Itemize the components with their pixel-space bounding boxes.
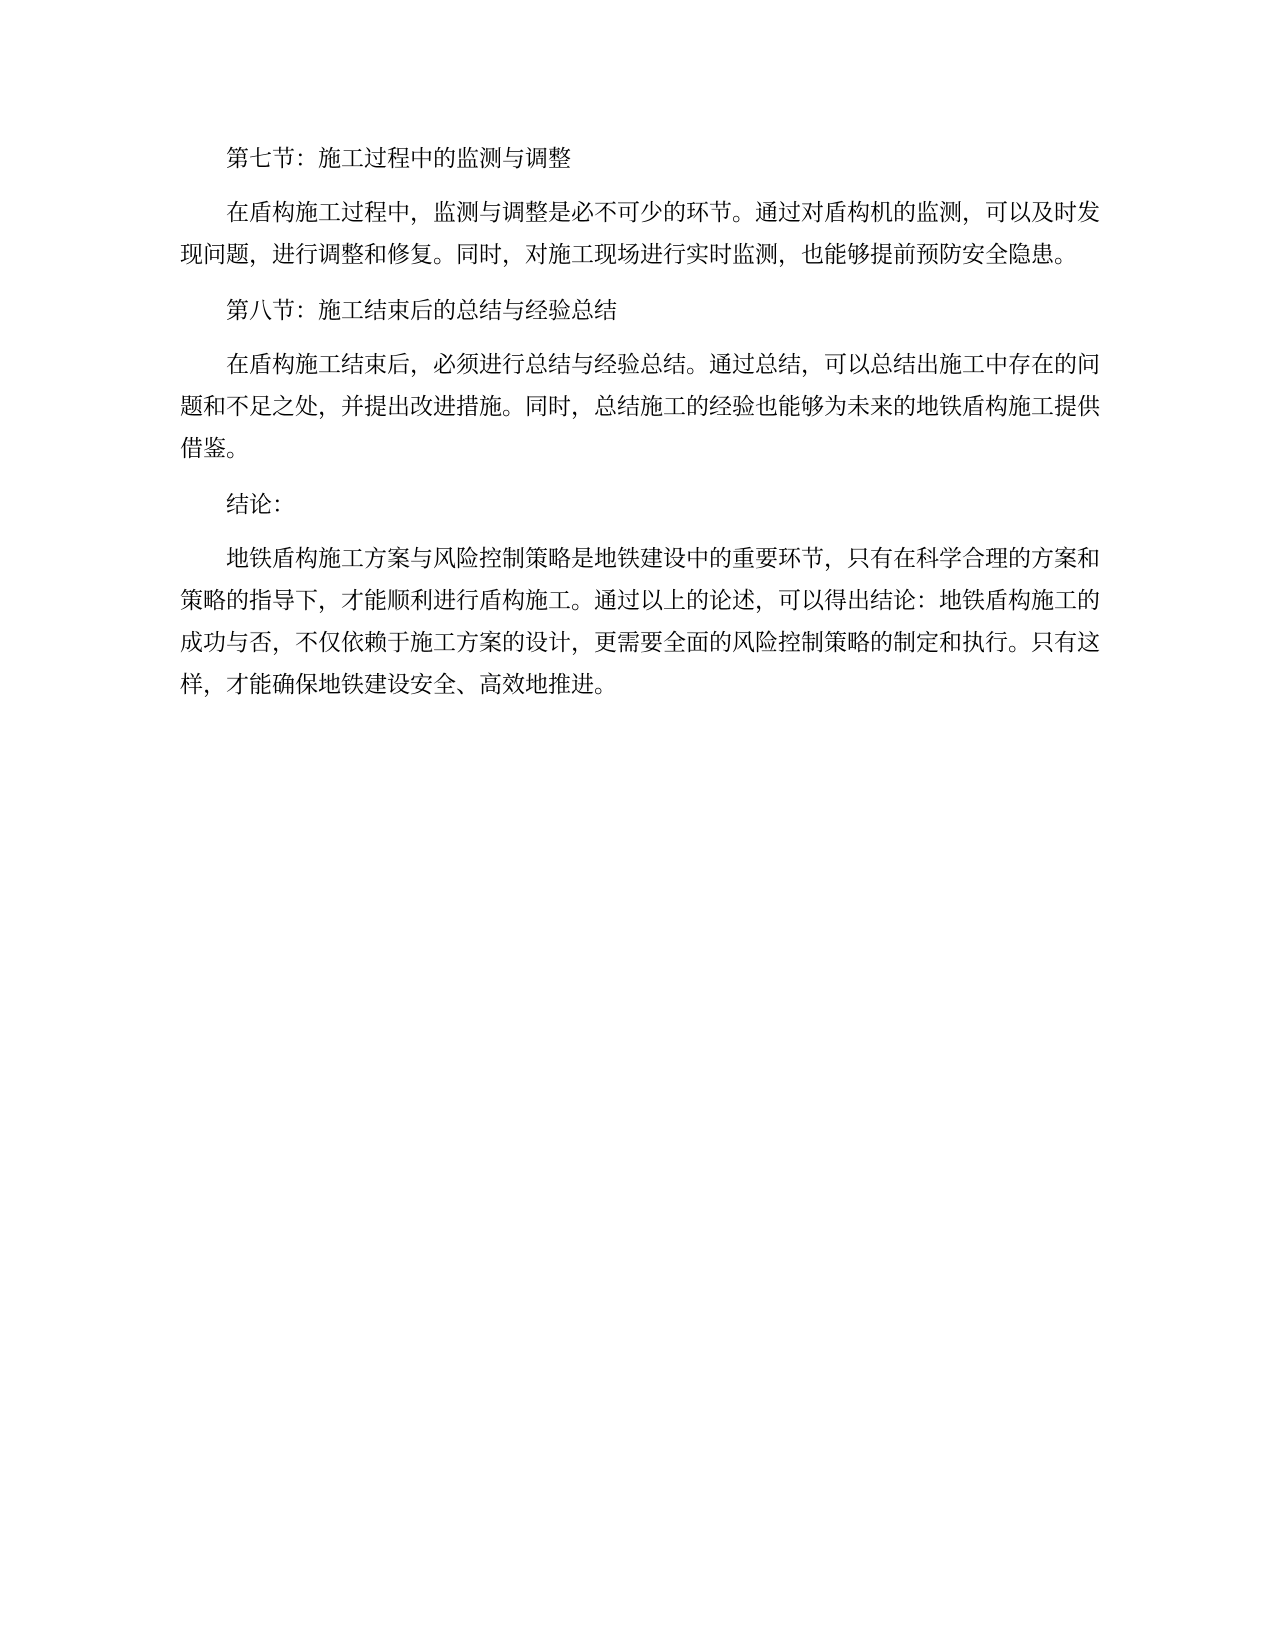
conclusion-body: 地铁盾构施工方案与风险控制策略是地铁建设中的重要环节，只有在科学合理的方案和策略的指导下，才能顺利进行盾构施工。通过以上的论述，可以得出结论：地铁盾构施工的成功与否，不仅依赖于施工方案的设计，更需要全面的风险控制策略的制定和执行。只有这样，才能确保地铁建设安全、高效地推进。: [180, 546, 1100, 698]
document-page: [180, 138, 1100, 706]
spacer: [180, 526, 1100, 538]
section-heading-7: 第七节：施工过程中的监测与调整: [226, 146, 571, 172]
spacer: [180, 470, 1100, 484]
section-body-7: 在盾构施工过程中，监测与调整是必不可少的环节。通过对盾构机的监测，可以及时发现问题，进行调整和修复。同时，对施工现场进行实时监测，也能够提前预防安全隐患。: [180, 200, 1100, 268]
section-body-8: 在盾构施工结束后，必须进行总结与经验总结。通过总结，可以总结出施工中存在的问题和不足之处，并提出改进措施。同时，总结施工的经验也能够为未来的地铁盾构施工提供借鉴。: [180, 352, 1100, 462]
spacer: [180, 332, 1100, 344]
spacer: [180, 180, 1100, 192]
spacer: [180, 276, 1100, 290]
conclusion-heading: 结论：: [226, 492, 295, 518]
section-heading-8: 第八节：施工结束后的总结与经验总结: [226, 298, 617, 324]
